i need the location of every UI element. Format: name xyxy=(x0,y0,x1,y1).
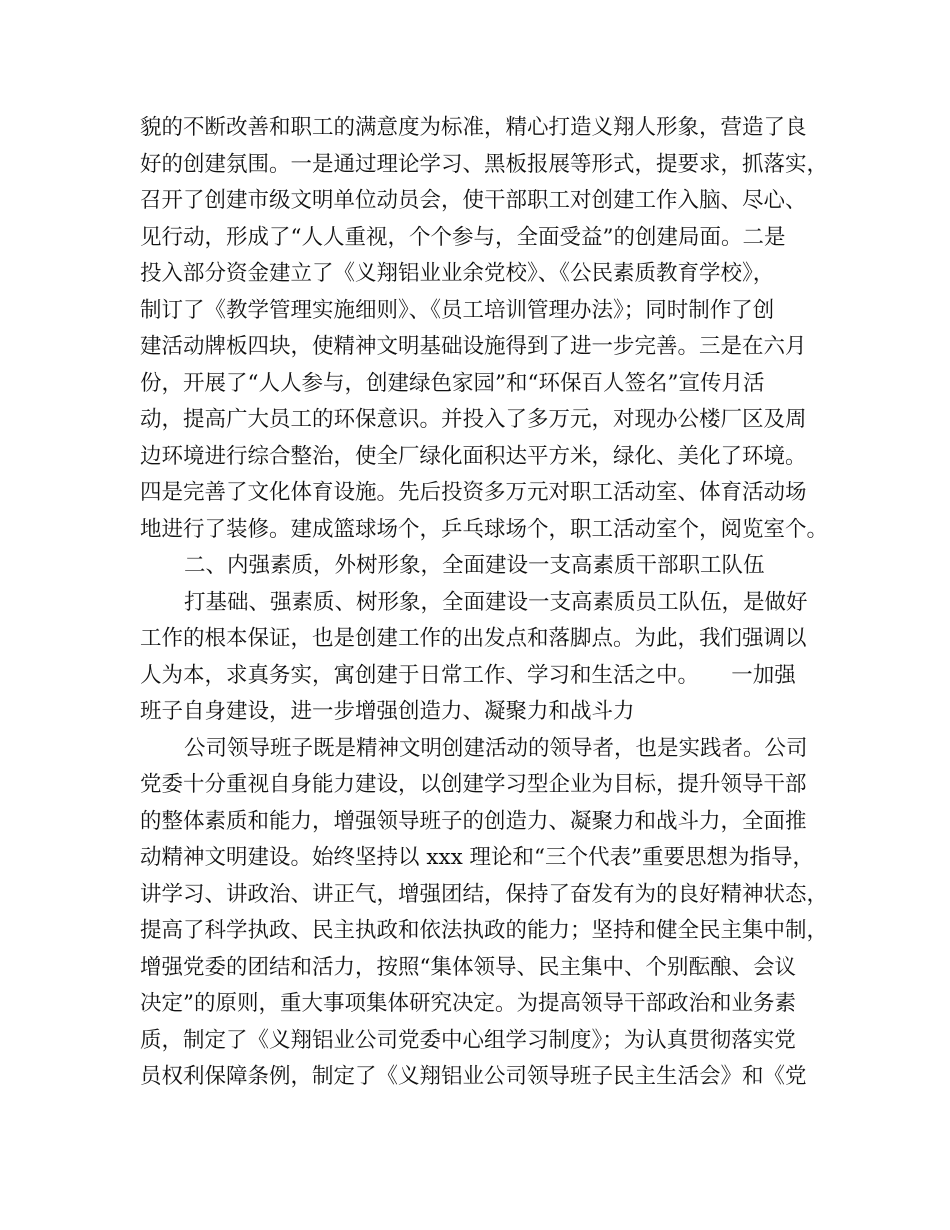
text-line: 动精神文明建设。始终坚持以 xxx 理论和“三个代表”重要思想为指导， xyxy=(140,845,815,870)
text-line: 质，制定了《义翔铝业公司党委中心组学习制度》；为认真贯彻落实党 xyxy=(140,1027,796,1053)
text-line: 貌的不断改善和职工的满意度为标准，精心打造义翔人形象，营造了良 xyxy=(140,115,807,140)
text-line: 边环境进行综合整治，使全厂绿化面积达平方米，绿化、美化了环境。 xyxy=(140,443,807,469)
text-line: 地进行了装修。建成篮球场个，乒乓球场个，职工活动室个，阅览室个。 xyxy=(140,516,829,542)
text-line: 的整体素质和能力，增强领导班子的创造力、凝聚力和战斗力，全面推 xyxy=(140,808,807,834)
text-line: 动，提高广大员工的环保意识。并投入了多万元，对现办公楼厂区及周 xyxy=(140,407,807,432)
text-line: 党委十分重视自身能力建设，以创建学习型企业为目标，提升领导干部 xyxy=(140,772,807,797)
text-line: 讲学习、讲政治、讲正气，增强团结，保持了奋发有为的良好精神状态， xyxy=(140,881,829,907)
text-line: 公司领导班子既是精神文明创建活动的领导者，也是实践者。公司 xyxy=(184,735,808,761)
text-line: 提高了科学执政、民主执政和依法执政的能力；坚持和健全民主集中制， xyxy=(140,918,829,943)
text-line: 见行动，形成了“人人重视，个个参与，全面受益”的创建局面。二是 xyxy=(140,224,786,250)
text-line: 工作的根本保证，也是创建工作的出发点和落脚点。为此，我们强调以 xyxy=(140,626,807,651)
text-line: 制订了《教学管理实施细则》、《员工培训管理办法》；同时制作了创 xyxy=(140,297,775,323)
text-line: 增强党委的团结和活力，按照“集体领导、民主集中、个别酝酿、会议 xyxy=(140,954,796,980)
text-line: 召开了创建市级文明单位动员会，使干部职工对创建工作入脑、尽心、 xyxy=(140,188,807,213)
text-line: 人为本，求真务实，寓创建于日常工作、学习和生活之中。 一加强 xyxy=(140,662,796,688)
text-line: 班子自身建设，进一步增强创造力、凝聚力和战斗力 xyxy=(140,699,635,724)
text-line: 投入部分资金建立了《义翔铝业业余党校》、《公民素质教育学校》， xyxy=(140,261,775,286)
text-line: 好的创建氛围。一是通过理论学习、黑板报展等形式，提要求，抓落实， xyxy=(140,151,829,177)
text-line: 建活动牌板四块，使精神文明基础设施得到了进一步完善。三是在六月 xyxy=(140,334,807,359)
text-line: 决定”的原则，重大事项集体研究决定。为提高领导干部政治和业务素 xyxy=(140,991,796,1016)
text-line: 份，开展了“人人参与，创建绿色家园”和“环保百人签名”宣传月活 xyxy=(140,370,765,396)
text-line: 打基础、强素质、树形象，全面建设一支高素质员工队伍，是做好 xyxy=(184,589,808,615)
text-line: 四是完善了文化体育设施。先后投资多万元对职工活动室、体育活动场 xyxy=(140,480,807,505)
text-line: 员权利保障条例，制定了《义翔铝业公司领导班子民主生活会》和《党 xyxy=(140,1064,807,1089)
section-heading: 二、内强素质，外树形象，全面建设一支高素质干部职工队伍 xyxy=(184,553,765,578)
body-text xyxy=(140,110,830,1096)
